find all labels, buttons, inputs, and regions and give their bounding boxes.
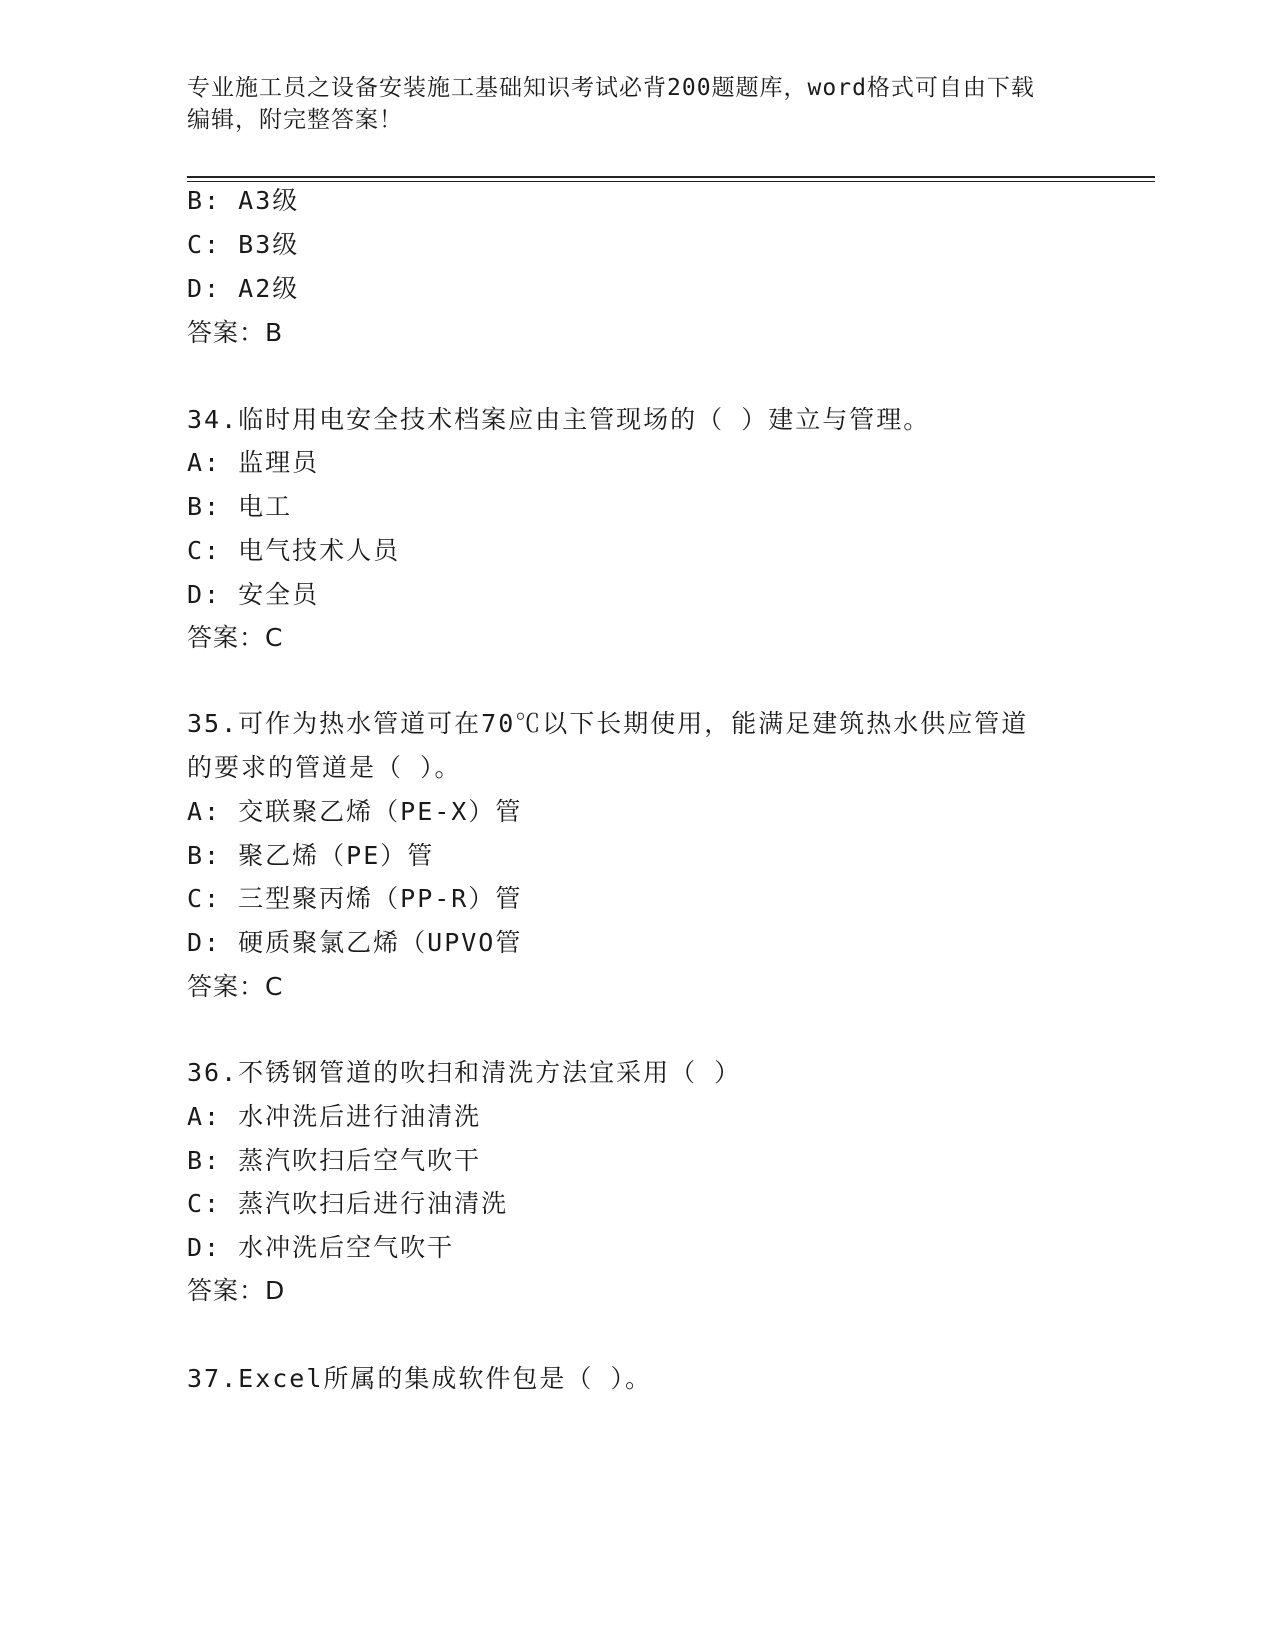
q37-stem: 37.Excel所属的集成软件包是（ ）。 bbox=[187, 1364, 652, 1393]
header-title-line-1: 专业施工员之设备安装施工基础知识考试必背200题题库，word格式可自由下载 bbox=[187, 75, 1035, 101]
q36-option-b: B: 蒸汽吹扫后空气吹干 bbox=[187, 1146, 482, 1175]
q34-option-c: C: 电气技术人员 bbox=[187, 536, 401, 565]
q35-stem-line-1: 35.可作为热水管道可在70℃以下长期使用，能满足建筑热水供应管道 bbox=[187, 709, 1029, 738]
q36-option-d: D: 水冲洗后空气吹干 bbox=[187, 1233, 455, 1262]
q34-stem: 34.临时用电安全技术档案应由主管现场的（ ）建立与管理。 bbox=[187, 405, 931, 434]
q36-answer: 答案：D bbox=[187, 1276, 286, 1305]
q35-stem-line-2: 的要求的管道是（ ）。 bbox=[187, 753, 462, 782]
q33-answer: 答案：B bbox=[187, 318, 284, 347]
q33-option-d: D: A2级 bbox=[187, 274, 300, 303]
header-title-line-2: 编辑，附完整答案！ bbox=[187, 107, 403, 133]
q33-option-b: B: A3级 bbox=[187, 186, 300, 215]
q36-option-c: C: 蒸汽吹扫后进行油清洗 bbox=[187, 1189, 509, 1218]
q36-stem: 36.不锈钢管道的吹扫和清洗方法宜采用（ ） bbox=[187, 1058, 742, 1087]
q34-answer: 答案：C bbox=[187, 623, 284, 652]
q34-option-a: A: 监理员 bbox=[187, 448, 320, 477]
q34-option-d: D: 安全员 bbox=[187, 580, 320, 609]
q35-option-c: C: 三型聚丙烯（PP-R）管 bbox=[187, 884, 523, 913]
q36-option-a: A: 水冲洗后进行油清洗 bbox=[187, 1102, 482, 1131]
q34-option-b: B: 电工 bbox=[187, 492, 293, 521]
header-divider bbox=[187, 176, 1155, 182]
q33-option-c: C: B3级 bbox=[187, 230, 300, 259]
q35-option-a: A: 交联聚乙烯（PE-X）管 bbox=[187, 797, 523, 826]
q35-option-b: B: 聚乙烯（PE）管 bbox=[187, 841, 435, 870]
q35-answer: 答案：C bbox=[187, 972, 284, 1001]
q35-option-d: D: 硬质聚氯乙烯（UPVO管 bbox=[187, 928, 523, 957]
page-header bbox=[187, 72, 1067, 136]
